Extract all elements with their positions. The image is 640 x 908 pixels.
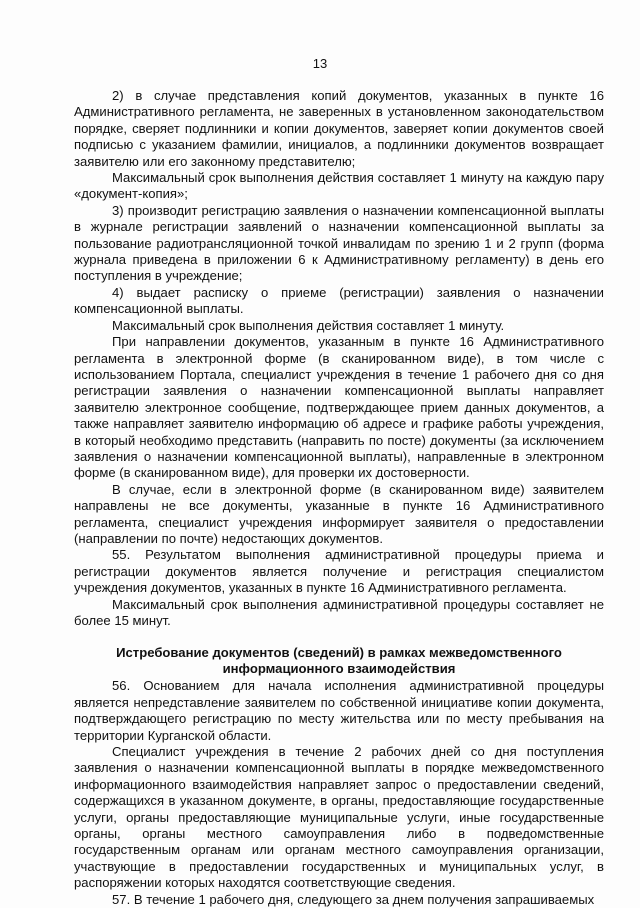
paragraph: Специалист учреждения в течение 2 рабочих дней со дня поступления заявления о назначении компенсационной выплаты в порядке межведомственного информационного взаимодействия направляет запрос о предоставлении сведений, содержащихся в указанном документе, в органы, предоставляющие государственные услуги, органы предоставляющие муниципальные услуги, иные государственные органы, органы местного самоуправления либо в подведомственные государственным органам или органам местного самоуправления организации, участвующие в предоставлении государственных и муниципальных услуг, в распоряжении которых находятся соответствующие сведения. xyxy=(74,744,604,891)
paragraph: 3) производит регистрацию заявления о назначении компенсационной выплаты в журнале регистрации заявлений о назначении компенсационной выплаты за пользование радиотрансляционной точкой инвалидам по зрению 1 и 2 групп (форма журнала приведена в приложении 6 к Административному регламенту) в день его поступления в учреждение; xyxy=(74,202,604,284)
paragraph: 55. Результатом выполнения административной процедуры приема и регистрации документов является получение и регистрация специалистом учреждения документов, указанных в пункте 16 Административного регламента. xyxy=(74,547,604,596)
page-number: 13 xyxy=(312,56,328,71)
paragraph: 56. Основанием для начала исполнения административной процедуры является непредставление заявителем по собственной инициативе копии документа, подтверждающего регистрацию по месту жительства или по месту пребывания на территории Курганской области. xyxy=(74,678,604,743)
page-content xyxy=(74,88,604,908)
paragraph: Максимальный срок выполнения административной процедуры составляет не более 15 минут. xyxy=(74,596,604,628)
paragraph: 4) выдает расписку о приеме (регистрации) заявления о назначении компенсационной выплаты. xyxy=(74,284,604,317)
paragraph: В случае, если в электронной форме (в сканированном виде) заявителем направлены не все документы, указанные в пункте 16 Административного регламента, специалист учреждения информирует заявителя о предоставлении (направлении по почте) недостающих документов. xyxy=(74,481,604,546)
paragraph: 57. В течение 1 рабочего дня, следующего за днем получения запрашиваемых xyxy=(112,891,595,907)
paragraph: При направлении документов, указанным в пункте 16 Административного регламента в электронной форме (в сканированном виде), в том числе с использованием Портала, специалист учреждения в течение 1 рабочего дня со дня регистрации заявления о назначении компенсационной выплаты направляет заявителю электронное сообщение, подтверждающее прием данных документов, а также направляет заявителю информацию об адресе и графике работы учреждения, в который необходимо представить (направить по посте) документы (за исключением заявления о назначении компенсационной выплаты), направленные в электронном форме (в сканированном виде), для проверки их достоверности. xyxy=(74,334,604,481)
paragraph: Максимальный срок выполнения действия составляет 1 минуту. xyxy=(112,317,505,333)
paragraph: Максимальный срок выполнения действия составляет 1 минуту на каждую пару «документ-копия»; xyxy=(74,170,604,202)
paragraph: 2) в случае представления копий документов, указанных в пункте 16 Административного регламента, не заверенных в установленном законодательством порядке, сверяет подлинники и копии документов, заверяет копии документов своей подписью с указанием фамилии, инициалов, а подлинники документов возвращает заявителю или его законному представителю; xyxy=(74,88,604,169)
section-title: Истребование документов (сведений) в рамках межведомственного информационного взаимодействия xyxy=(116,645,562,676)
